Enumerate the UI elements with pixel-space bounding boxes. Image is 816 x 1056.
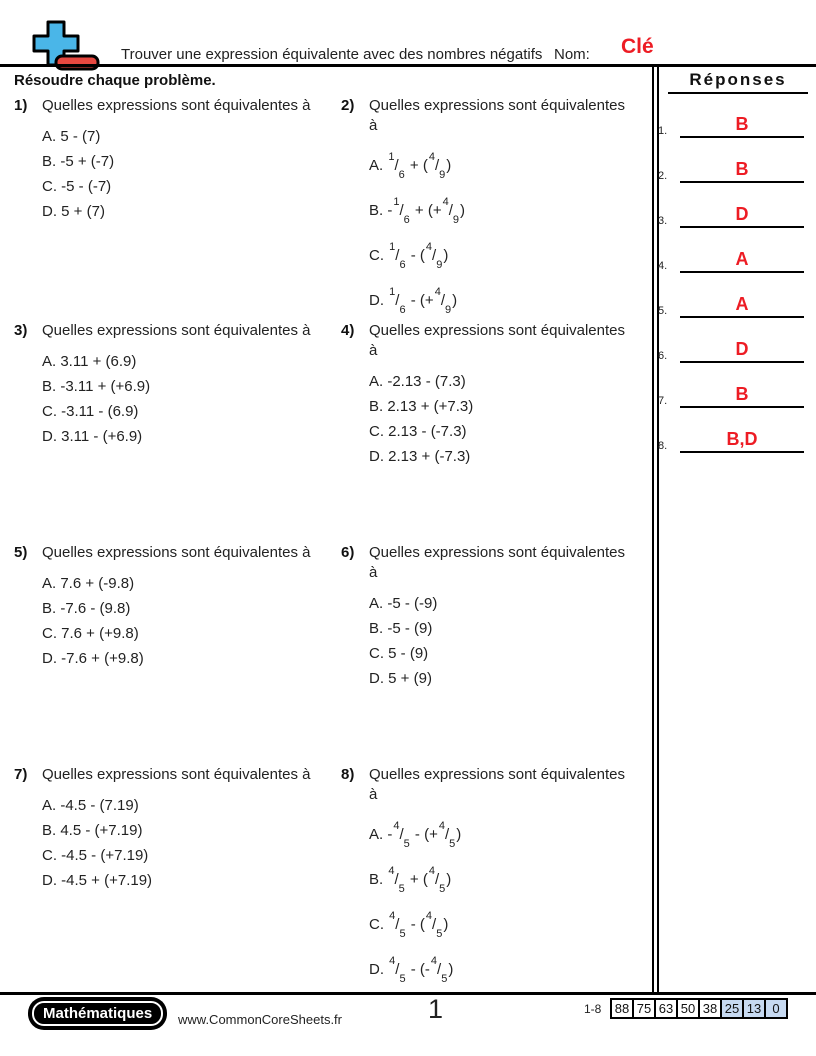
problem-number: 3) xyxy=(14,322,28,339)
options-list xyxy=(369,813,652,993)
option-a: A. 3.11 + (6.9) xyxy=(42,353,137,370)
problem-number: 1) xyxy=(14,97,28,114)
answer-value: B xyxy=(735,114,749,134)
options-list xyxy=(369,591,652,691)
problems-grid xyxy=(14,96,652,993)
answer-slot-8 xyxy=(656,425,808,453)
answer-slot-3 xyxy=(656,200,808,228)
name-value: Clé xyxy=(621,35,654,58)
problem-question-line2: à xyxy=(369,117,378,134)
option-d: D. 2.13 + (-7.3) xyxy=(369,448,471,465)
problem-6 xyxy=(341,543,652,765)
option-d: D. $^4/_5 - (-^4/_5)$ xyxy=(369,955,454,985)
answer-blank-line xyxy=(680,337,804,363)
options-list xyxy=(42,124,341,224)
answers-heading: Réponses xyxy=(668,70,808,94)
problem-4 xyxy=(341,321,652,543)
answer-number: 1. xyxy=(658,125,668,137)
option-c: C. $^4/_5 - (^4/_5)$ xyxy=(369,910,449,940)
score-cell: 50 xyxy=(676,998,700,1019)
option-c: C. $^1/_6 - (^4/_9)$ xyxy=(369,241,449,271)
problem-question: Quelles expressions sont équivalentes xyxy=(369,766,625,783)
answer-blank-line xyxy=(680,382,804,408)
option-a: A. $^1/_6 + (^4/_9)$ xyxy=(369,151,452,181)
answer-blank-line xyxy=(680,427,804,453)
option-c: C. 5 - (9) xyxy=(369,645,429,662)
option-d: D. -7.6 + (+9.8) xyxy=(42,650,144,667)
answer-blank-line xyxy=(680,112,804,138)
options-list xyxy=(369,144,652,324)
score-range-label: 1-8 xyxy=(584,1002,602,1016)
options-list xyxy=(369,369,652,469)
options-list xyxy=(42,571,341,671)
name-label: Nom: xyxy=(554,46,590,63)
answer-value: B,D xyxy=(726,429,758,449)
answer-slot-4 xyxy=(656,245,808,273)
answer-blank-line xyxy=(680,292,804,318)
site-url: www.CommonCoreSheets.fr xyxy=(178,1012,342,1027)
problem-question: Quelles expressions sont équivalentes à xyxy=(42,97,311,114)
answer-blank-line xyxy=(680,247,804,273)
problem-7 xyxy=(14,765,341,993)
problem-number: 2) xyxy=(341,97,355,114)
problem-question: Quelles expressions sont équivalentes xyxy=(369,97,625,114)
problem-question-line2: à xyxy=(369,342,378,359)
options-list xyxy=(42,349,341,449)
answer-value: A xyxy=(735,294,749,314)
problem-question: Quelles expressions sont équivalentes xyxy=(369,544,625,561)
answer-number: 3. xyxy=(658,215,668,227)
footer-rule xyxy=(0,992,816,995)
option-b: B. $^4/_5 + (^4/_5)$ xyxy=(369,865,452,895)
option-c: C. 7.6 + (+9.8) xyxy=(42,625,139,642)
header-rule xyxy=(0,64,816,67)
option-d: D. 5 + (7) xyxy=(42,203,105,220)
answer-number: 2. xyxy=(658,170,668,182)
option-c: C. -4.5 - (+7.19) xyxy=(42,847,149,864)
answer-slot-7 xyxy=(656,380,808,408)
option-c: C. -5 - (-7) xyxy=(42,178,112,195)
option-a: A. -4.5 - (7.19) xyxy=(42,797,139,814)
option-d: D. $^1/_6 - (+^4/_9)$ xyxy=(369,286,458,316)
option-b: B. $-^1/_6 + (+^4/_9)$ xyxy=(369,196,466,226)
problem-8 xyxy=(341,765,652,993)
answer-number: 6. xyxy=(658,350,668,362)
answer-slot-1 xyxy=(656,110,808,138)
answer-value: A xyxy=(735,249,749,269)
score-cell: 13 xyxy=(742,998,766,1019)
option-d: D. 5 + (9) xyxy=(369,670,432,687)
problem-question: Quelles expressions sont équivalentes à xyxy=(42,544,311,561)
option-a: A. -2.13 - (7.3) xyxy=(369,373,466,390)
problem-question: Quelles expressions sont équivalentes à xyxy=(42,766,311,783)
problem-number: 8) xyxy=(341,766,355,783)
score-cell: 0 xyxy=(764,998,788,1019)
problem-question-line2: à xyxy=(369,564,378,581)
problem-number: 5) xyxy=(14,544,28,561)
problem-question: Quelles expressions sont équivalentes xyxy=(369,322,625,339)
answer-slot-6 xyxy=(656,335,808,363)
answer-number: 4. xyxy=(658,260,668,272)
option-c: C. -3.11 - (6.9) xyxy=(42,403,139,420)
worksheet-title: Trouver une expression équivalente avec des nombres négatifs xyxy=(121,46,543,63)
answer-value: B xyxy=(735,159,749,179)
option-a: A. 5 - (7) xyxy=(42,128,101,145)
option-b: B. -7.6 - (9.8) xyxy=(42,600,131,617)
answer-value: D xyxy=(735,339,749,359)
answer-number: 7. xyxy=(658,395,668,407)
score-cell: 25 xyxy=(720,998,744,1019)
answer-blank-line xyxy=(680,157,804,183)
option-b: B. 4.5 - (+7.19) xyxy=(42,822,143,839)
option-d: D. -4.5 + (+7.19) xyxy=(42,872,153,889)
score-cell: 63 xyxy=(654,998,678,1019)
options-list xyxy=(42,793,341,893)
score-cell: 38 xyxy=(698,998,722,1019)
instructions: Résoudre chaque problème. xyxy=(14,72,216,89)
answer-number: 5. xyxy=(658,305,668,317)
option-b: B. -5 - (9) xyxy=(369,620,433,637)
problem-2 xyxy=(341,96,652,321)
option-b: B. -3.11 + (+6.9) xyxy=(42,378,151,395)
answer-slot-2 xyxy=(656,155,808,183)
problem-3 xyxy=(14,321,341,543)
problem-question-line2: à xyxy=(369,786,378,803)
answer-number: 8. xyxy=(658,440,668,452)
score-cell: 88 xyxy=(610,998,634,1019)
problem-1 xyxy=(14,96,341,321)
score-cell: 75 xyxy=(632,998,656,1019)
problem-number: 7) xyxy=(14,766,28,783)
problem-5 xyxy=(14,543,341,765)
option-d: D. 3.11 - (+6.9) xyxy=(42,428,143,445)
answers-divider-line xyxy=(652,67,654,992)
page-number: 1 xyxy=(428,994,444,1024)
option-b: B. 2.13 + (+7.3) xyxy=(369,398,474,415)
problem-number: 6) xyxy=(341,544,355,561)
option-c: C. 2.13 - (-7.3) xyxy=(369,423,467,440)
brand-label: Mathématiques xyxy=(32,1001,163,1026)
option-a: A. 7.6 + (-9.8) xyxy=(42,575,135,592)
problem-number: 4) xyxy=(341,322,355,339)
answer-value: B xyxy=(735,384,749,404)
answer-blank-line xyxy=(680,202,804,228)
score-table xyxy=(610,998,788,1019)
brand-logo xyxy=(28,997,167,1030)
answer-slot-5 xyxy=(656,290,808,318)
option-a: A. $-^4/_5 - (+^4/_5)$ xyxy=(369,820,462,850)
answer-value: D xyxy=(735,204,749,224)
option-b: B. -5 + (-7) xyxy=(42,153,115,170)
option-a: A. -5 - (-9) xyxy=(369,595,438,612)
problem-question: Quelles expressions sont équivalentes à xyxy=(42,322,311,339)
